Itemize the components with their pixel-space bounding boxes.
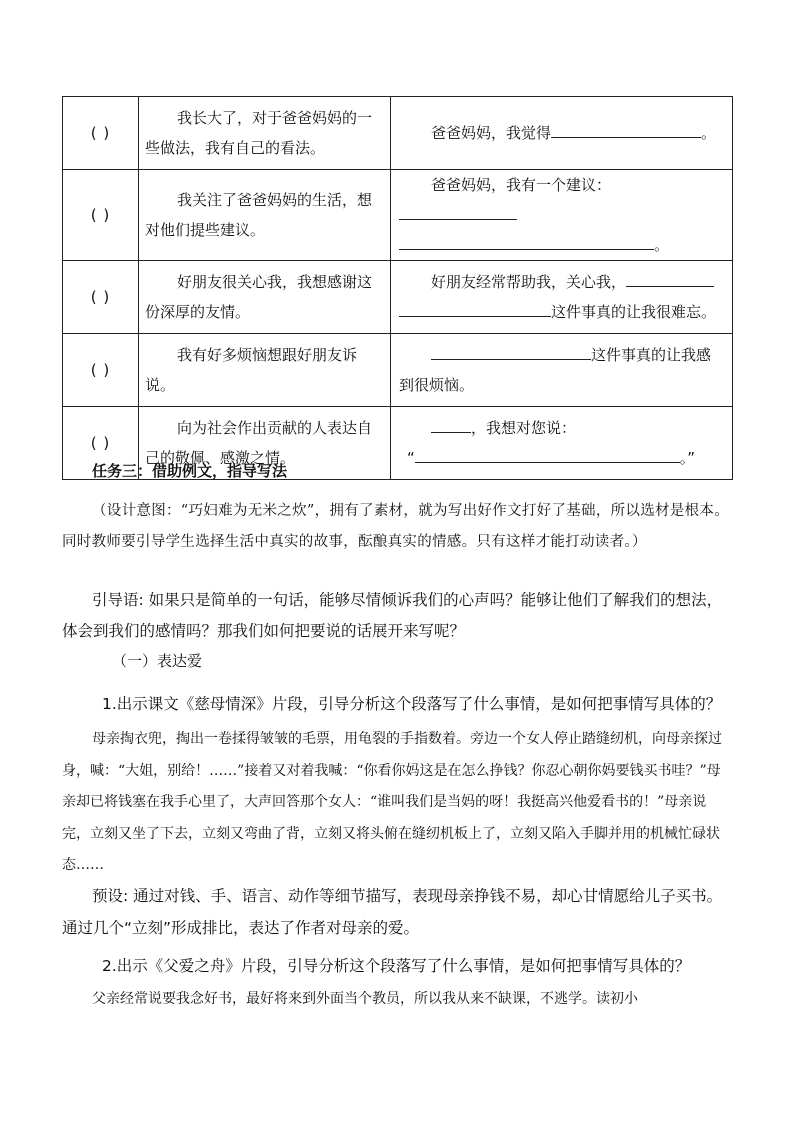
task-title: 任务三：借助例文，指导写法 (92, 462, 288, 480)
fill-blank[interactable] (431, 414, 471, 433)
sentence-prefix: ，我想对您说： (471, 419, 577, 437)
table-row (63, 334, 733, 407)
scenario-cell (139, 261, 391, 334)
section-subheading: （一）表达爱 (112, 652, 203, 670)
preset-analysis: 预设: 通过对钱、手、语言、动作等细节描写，表现母亲挣钱不易，却心甘情愿给儿子买书。通过几个“立刻”形成排比，表达了作者对母亲的爱。 (62, 887, 723, 937)
sentence-cell (391, 334, 733, 407)
fill-blank[interactable] (431, 341, 591, 360)
choice-parentheses[interactable]: ( ) (63, 170, 139, 261)
sentence-cell (391, 97, 733, 170)
design-intent-note: （设计意图：“巧妇难为无米之炊”，拥有了素材，就为写出好作文打好了基础，所以选材是根本。同时教师要引导学生选择生活中真实的故事，酝酿真实的情感。只有这样才能打动读者。） (62, 503, 730, 550)
fill-blank[interactable] (399, 298, 551, 317)
scenario-text: 好朋友很关心我，我想感谢这份深厚的友情。 (145, 273, 373, 321)
sentence-suffix: 。 (701, 124, 717, 142)
sentence-prefix: 爸爸妈妈，我觉得 (431, 124, 552, 142)
excerpt-cimu-qingshen: 母亲掏衣兜，掏出一卷揉得皱皱的毛票，用龟裂的手指数着。旁边一个女人停止踏缝纫机，向母亲探过身，喊：“大姐，别给！……”接着又对着我喊：“你看你妈这是在怎么挣钱？你忍心朝你妈要钱买书哇？”母亲却已将钱塞在我手心里了，大声回答那个女人：“谁叫我们是当妈的呀！我挺高兴他爱看书的！”母亲说完，立刻又坐了下去，立刻又弯曲了背，立刻又将头俯在缝纫机板上了，立刻又陷入手脚并用的机械忙碌状态…… (62, 731, 722, 873)
sentence-cell (391, 170, 733, 261)
scenario-table (62, 96, 733, 480)
sentence-suffix: 。 (654, 236, 670, 254)
scenario-text: 我关注了爸爸妈妈的生活，想对他们提些建议。 (145, 191, 373, 239)
fill-blank[interactable] (399, 231, 654, 250)
scenario-cell (139, 334, 391, 407)
choice-parentheses[interactable]: ( ) (63, 97, 139, 170)
scenario-text: 我长大了，对于爸爸妈妈的一些做法，我有自己的看法。 (145, 109, 373, 157)
choice-parentheses[interactable]: ( ) (63, 407, 139, 480)
choice-parentheses[interactable]: ( ) (63, 334, 139, 407)
scenario-text: 向为社会作出贡献的人表达自己的敬佩、感激之情。 (145, 419, 373, 467)
table-row (63, 170, 733, 261)
scenario-text: 我有好多烦恼想跟好朋友诉说。 (145, 346, 358, 394)
sentence-prefix: 爸爸妈妈，我有一个建议： (431, 176, 612, 194)
sentence-suffix: 这件事真的让我很难忘。 (551, 303, 717, 321)
sentence-cell (391, 261, 733, 334)
sentence-suffix: 这件事真的让我感到很烦恼。 (399, 346, 712, 394)
fill-blank[interactable] (399, 201, 517, 220)
sentence-prefix: 好朋友经常帮助我，关心我， (431, 273, 627, 291)
table-row (63, 261, 733, 334)
activity-item-2: 2.出示《父爱之舟》片段，引导分析这个段落写了什么事情，是如何把事情写具体的？ (102, 957, 691, 975)
activity-item-1: 1.出示课文《慈母情深》片段，引导分析这个段落写了什么事情，是如何把事情写具体的？ (102, 695, 722, 713)
fill-blank[interactable] (626, 268, 714, 287)
guide-paragraph: 引导语: 如果只是简单的一句话，能够尽情倾诉我们的心声吗？能够让他们了解我们的想法，体会到我们的感情吗？那我们如何把要说的话展开来写呢？ (62, 591, 723, 640)
open-quote: “ (407, 449, 415, 467)
close-quote: 。” (679, 449, 696, 467)
scenario-cell (139, 97, 391, 170)
excerpt-fuai-zhizhou: 父亲经常说要我念好书，最好将来到外面当个教员，所以我从来不缺课，不逃学。读初小 (92, 991, 638, 1007)
table-row (63, 97, 733, 170)
choice-parentheses[interactable]: ( ) (63, 261, 139, 334)
fill-blank[interactable] (551, 119, 701, 138)
scenario-cell (139, 170, 391, 261)
